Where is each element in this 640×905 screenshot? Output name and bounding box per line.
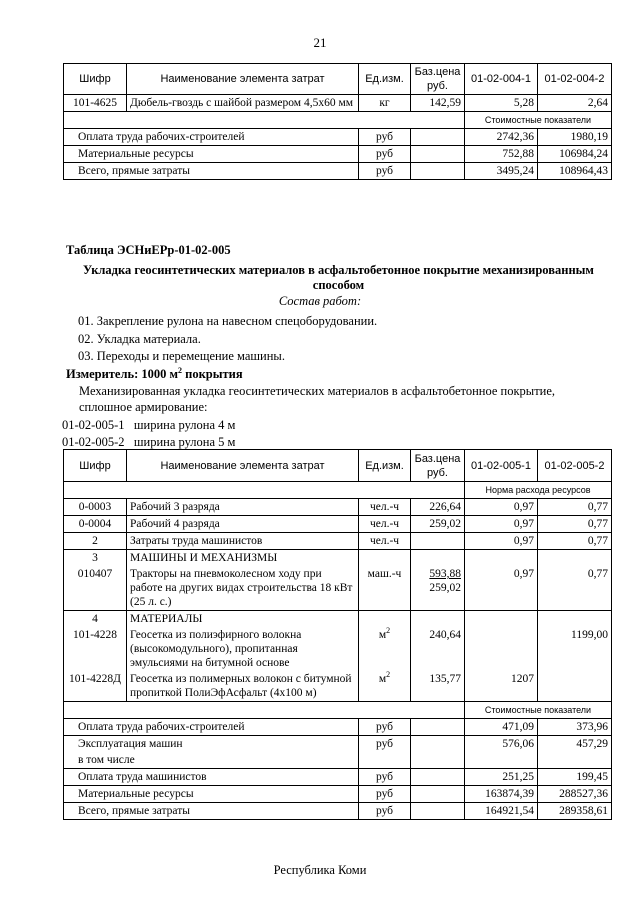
work-composition-title: Состав работ:	[278, 294, 362, 308]
summary-row: Материальные ресурсы руб 163874,39 288527,36	[64, 786, 612, 803]
header-col2: 01-02-004-2	[538, 64, 612, 95]
work-item: 02. Укладка материала.	[78, 332, 201, 346]
cost-indicators-header: Стоимостные показатели	[465, 702, 612, 719]
description: Механизированная укладка геосинтетических материалов в асфальтобетонное покрытие, сплошное армирование:	[79, 384, 556, 414]
header-unit: Ед.изм.	[359, 450, 411, 482]
norm-header: Норма расхода ресурсов	[465, 482, 612, 499]
summary-row: Оплата труда машинистов руб 251,25 199,45	[64, 769, 612, 786]
table-title: Таблица ЭСНиЕРр-01-02-005	[66, 243, 231, 257]
header-name: Наименование элемента затрат	[127, 450, 359, 482]
table-row: 101-4228Д Геосетка из полимерных волокон с битумной пропиткой ПолиЭфАсфальт (4х100 м) $м^2$ 135,77 1207	[64, 671, 612, 702]
table-row: 2 Затраты труда машинистов чел.-ч 0,97 0,77	[64, 533, 612, 550]
page-number: 21	[313, 35, 327, 50]
work-item: 01. Закрепление рулона на навесном спецоборудовании.	[78, 314, 378, 328]
summary-row: Эксплуатация машин руб 576,06 457,29	[64, 736, 612, 753]
variant-line: 01-02-005-2 ширина рулона 5 м	[62, 435, 236, 449]
cost-indicators-header: Стоимостные показатели	[465, 112, 612, 129]
header-col1: 01-02-005-1	[465, 450, 538, 482]
summary-row: Материальные ресурсы руб 752,88 106984,24	[64, 146, 612, 163]
summary-row: Оплата труда рабочих-строителей руб 471,09 373,96	[64, 719, 612, 736]
header-col2: 01-02-005-2	[538, 450, 612, 482]
summary-row: Оплата труда рабочих-строителей руб 2742,36 1980,19	[64, 129, 612, 146]
header-name: Наименование элемента затрат	[127, 64, 359, 95]
section-row: 4 МАТЕРИАЛЫ	[64, 611, 612, 628]
table-row: 0-0003 Рабочий 3 разряда чел.-ч 226,64 0,97 0,77	[64, 499, 612, 516]
table-row: 101-4625 Дюбель-гвоздь с шайбой размером 4,5х60 мм кг 142,59 5,28 2,64	[64, 95, 612, 112]
header-code: Шифр	[64, 64, 127, 95]
table-row: 010407 Тракторы на пневмоколесном ходу при работе на других видах строительства 18 кВт (25 л. с.) маш.-ч 593,88 259,02 0,97 0,77	[64, 566, 612, 611]
section-row: 3 МАШИНЫ И МЕХАНИЗМЫ	[64, 550, 612, 567]
table-row: 0-0004 Рабочий 4 разряда чел.-ч 259,02 0,97 0,77	[64, 516, 612, 533]
summary-row: Всего, прямые затраты руб 3495,24 108964,43	[64, 163, 612, 180]
footer-region: Республика Коми	[273, 863, 367, 877]
header-unit: Ед.изм.	[359, 64, 411, 95]
header-base-price: Баз.цена руб.	[411, 450, 465, 482]
variant-line: 01-02-005-1 ширина рулона 4 м	[62, 418, 236, 432]
summary-row: Всего, прямые затраты руб 164921,54 289358,61	[64, 803, 612, 820]
header-base-price: Баз.цена руб.	[411, 64, 465, 95]
cost-table-004	[63, 63, 612, 180]
header-col1: 01-02-004-1	[465, 64, 538, 95]
meter-line: Измеритель: 1000 $м^2$ покрытия	[66, 365, 243, 381]
header-code: Шифр	[64, 450, 127, 482]
summary-row: в том числе	[64, 752, 612, 769]
work-item: 03. Переходы и перемещение машины.	[78, 349, 285, 363]
table-heading: Укладка геосинтетических материалов в асфальтобетонное покрытие механизированным способом	[83, 263, 594, 292]
table-row: 101-4228 Геосетка из полиэфирного волокна (высокомодульного), пропитанная эмульсиями на битумной основе $м^2$ 240,64 1199,00	[64, 627, 612, 671]
resource-table-005	[63, 449, 612, 820]
